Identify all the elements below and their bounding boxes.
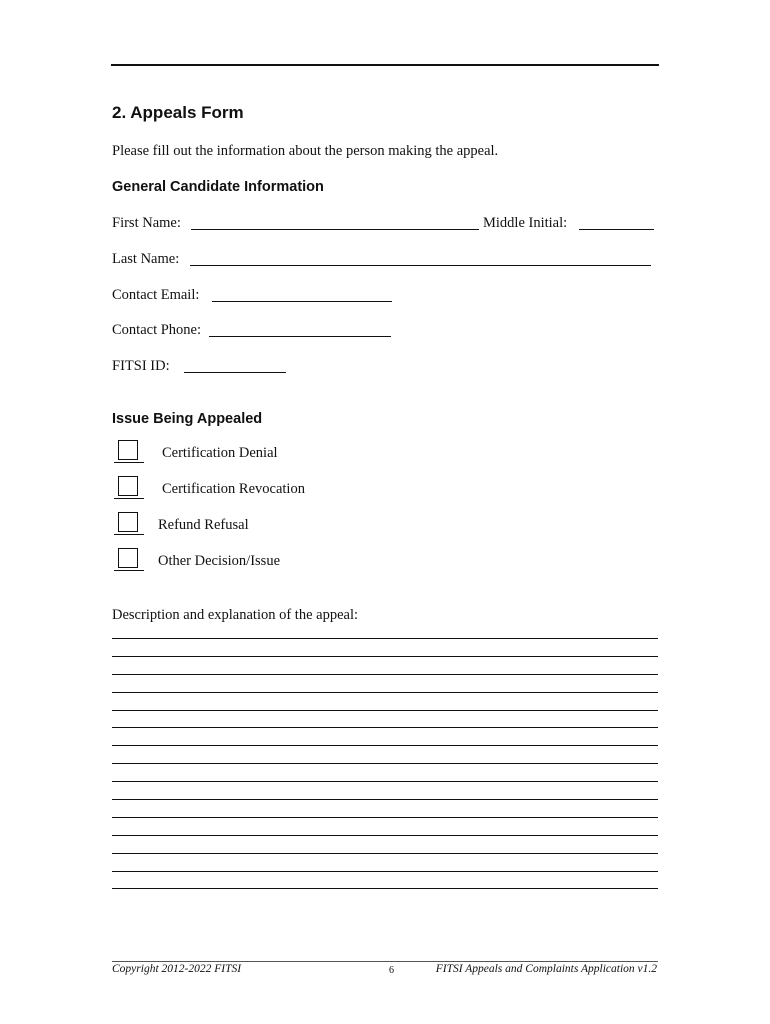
checkbox[interactable] (118, 476, 138, 496)
issue-option-label: Refund Refusal (158, 517, 249, 533)
description-line[interactable] (112, 710, 658, 711)
issue-heading: Issue Being Appealed (112, 411, 263, 427)
footer-doc-title: FITSI Appeals and Complaints Application v1.2 (435, 963, 657, 975)
checkbox[interactable] (118, 548, 138, 568)
section-title: 2. Appeals Form (112, 103, 244, 122)
checkbox[interactable] (118, 440, 138, 460)
header-rule (111, 64, 659, 66)
middle-initial-field[interactable] (579, 229, 654, 230)
contact-email-label: Contact Email: (112, 287, 200, 303)
contact-phone-field[interactable] (209, 336, 391, 337)
fitsi-id-label: FITSI ID: (112, 358, 170, 374)
description-line[interactable] (112, 656, 658, 657)
general-info-heading: General Candidate Information (112, 179, 324, 195)
footer-copyright: Copyright 2012-2022 FITSI (112, 963, 242, 975)
description-lines[interactable] (112, 638, 658, 906)
fitsi-id-field[interactable] (184, 372, 286, 373)
intro-text: Please fill out the information about the person making the appeal. (112, 143, 499, 159)
checkbox[interactable] (118, 512, 138, 532)
last-name-field[interactable] (190, 265, 651, 266)
description-line[interactable] (112, 638, 658, 639)
last-name-label: Last Name: (112, 251, 180, 267)
middle-initial-label: Middle Initial: (483, 215, 568, 231)
issue-option-label: Other Decision/Issue (158, 553, 281, 569)
first-name-label: First Name: (112, 215, 181, 231)
description-line[interactable] (112, 817, 658, 818)
description-line[interactable] (112, 835, 658, 836)
description-line[interactable] (112, 888, 658, 889)
description-line[interactable] (112, 692, 658, 693)
contact-phone-label: Contact Phone: (112, 322, 202, 338)
issue-option-label: Certification Revocation (162, 481, 305, 497)
description-line[interactable] (112, 674, 658, 675)
description-line[interactable] (112, 853, 658, 854)
description-line[interactable] (112, 727, 658, 728)
footer-page-number: 6 (389, 965, 394, 976)
first-name-field[interactable] (191, 229, 479, 230)
description-label: Description and explanation of the appeal: (112, 607, 359, 623)
description-line[interactable] (112, 799, 658, 800)
issue-option-label: Certification Denial (162, 445, 278, 461)
description-line[interactable] (112, 781, 658, 782)
contact-email-field[interactable] (212, 301, 392, 302)
description-line[interactable] (112, 763, 658, 764)
footer-rule (112, 961, 658, 962)
description-line[interactable] (112, 745, 658, 746)
description-line[interactable] (112, 871, 658, 872)
